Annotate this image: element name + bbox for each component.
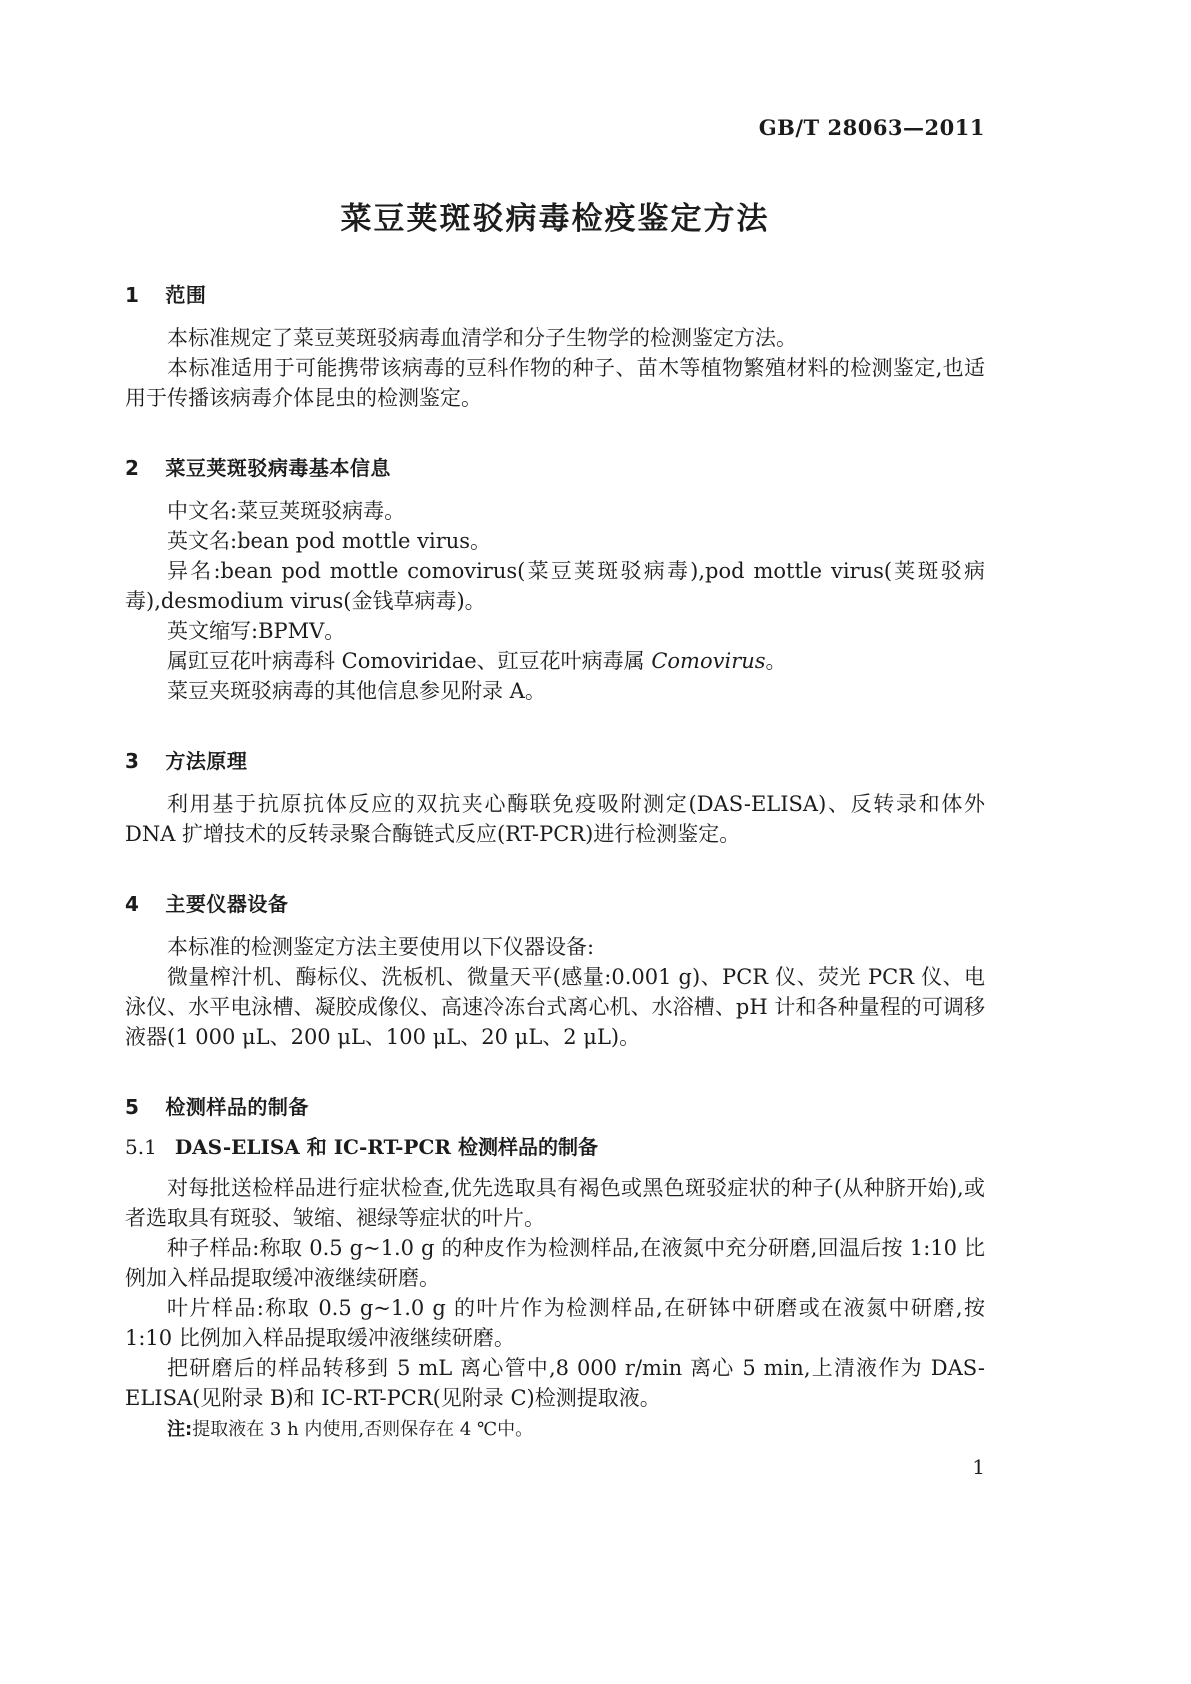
note [125, 1419, 985, 1441]
note-text: 提取液在 3 h 内使用,否则保存在 4 ℃中。 [192, 1419, 534, 1440]
paragraph: 把研磨后的样品转移到 5 mL 离心管中,8 000 r/min 离心 5 min,上清液作为 DAS-ELISA(见附录 B)和 IC-RT-PCR(见附录 C)检测提取液。 [125, 1356, 985, 1410]
paragraph: 菜豆夹斑驳病毒的其他信息参见附录 A。 [167, 679, 546, 703]
section-title: 方法原理 [165, 749, 248, 773]
section-title: 菜豆荚斑驳病毒基本信息 [165, 456, 391, 480]
section-heading [125, 455, 985, 482]
paragraph: 叶片样品:称取 0.5 g~1.0 g 的叶片作为检测样品,在研钵中研磨或在液氮中研磨,按 1:10 比例加入样品提取缓冲液继续研磨。 [125, 1296, 985, 1350]
paragraph: 对每批送检样品进行症状检查,优先选取具有褐色或黑色斑驳症状的种子(从种脐开始),或者选取具有斑驳、皱缩、褪绿等症状的叶片。 [125, 1176, 985, 1230]
page-number: 1 [972, 1455, 985, 1479]
paragraph: 本标准适用于可能携带该病毒的豆科作物的种子、苗木等植物繁殖材料的检测鉴定,也适用于传播该病毒介体昆虫的检测鉴定。 [125, 356, 985, 410]
section-basic-info [125, 455, 985, 706]
paragraph-taxonomy [125, 646, 985, 676]
document-title: 菜豆荚斑驳病毒检疫鉴定方法 [340, 201, 770, 237]
paragraph: 英文缩写:BPMV。 [167, 619, 346, 643]
genus-name-italic: Comovirus [651, 649, 766, 673]
section-scope [125, 282, 985, 413]
standard-number: GB/T 28063—2011 [758, 115, 985, 140]
section-sample-prep [125, 1094, 985, 1441]
paragraph: 本标准规定了菜豆荚斑驳病毒血清学和分子生物学的检测鉴定方法。 [167, 326, 797, 350]
paragraph: 本标准的检测鉴定方法主要使用以下仪器设备: [167, 935, 595, 959]
section-title: 检测样品的制备 [165, 1095, 309, 1119]
section-heading [125, 282, 985, 309]
section-number: 2 [125, 456, 140, 480]
section-title: 范围 [165, 283, 207, 307]
section-number: 4 [125, 892, 140, 916]
paragraph: 异名:bean pod mottle comovirus(菜豆荚斑驳病毒),pod mottle virus(荚斑驳病毒),desmodium virus(金钱草病毒)。 [125, 559, 985, 613]
section-title: 主要仪器设备 [165, 892, 289, 916]
paragraph: 英文名:bean pod mottle virus。 [167, 529, 492, 553]
note-label: 注: [167, 1419, 193, 1440]
paragraph: 中文名:菜豆荚斑驳病毒。 [167, 499, 406, 523]
section-equipment [125, 891, 985, 1052]
paragraph: 微量榨汁机、酶标仪、洗板机、微量天平(感量:0.001 g)、PCR 仪、荧光 PCR 仪、电泳仪、水平电泳槽、凝胶成像仪、高速冷冻台式离心机、水浴槽、pH 计和各种量程的可调移液器(1 000 μL、200 μL、100 μL、20 μL、2 μL)。 [125, 965, 985, 1049]
paragraph: 种子样品:称取 0.5 g~1.0 g 的种皮作为检测样品,在液氮中充分研磨,回温后按 1:10 比例加入样品提取缓冲液继续研磨。 [125, 1236, 985, 1290]
section-number: 3 [125, 749, 140, 773]
section-heading [125, 1094, 985, 1121]
page-content [125, 0, 985, 1441]
subsection-heading [125, 1135, 985, 1159]
section-heading [125, 891, 985, 918]
paragraph: 利用基于抗原抗体反应的双抗夹心酶联免疫吸附测定(DAS-ELISA)、反转录和体外 DNA 扩增技术的反转录聚合酶链式反应(RT-PCR)进行检测鉴定。 [125, 792, 985, 846]
subsection-title: DAS-ELISA 和 IC-RT-PCR 检测样品的制备 [174, 1135, 598, 1159]
taxonomy-period: 。 [765, 649, 787, 673]
section-principle [125, 748, 985, 849]
subsection-number: 5.1 [125, 1135, 157, 1159]
section-number: 1 [125, 283, 140, 307]
taxonomy-text: 属豇豆花叶病毒科 Comoviridae、豇豆花叶病毒属 [167, 649, 652, 673]
section-number: 5 [125, 1095, 140, 1119]
section-heading [125, 748, 985, 775]
